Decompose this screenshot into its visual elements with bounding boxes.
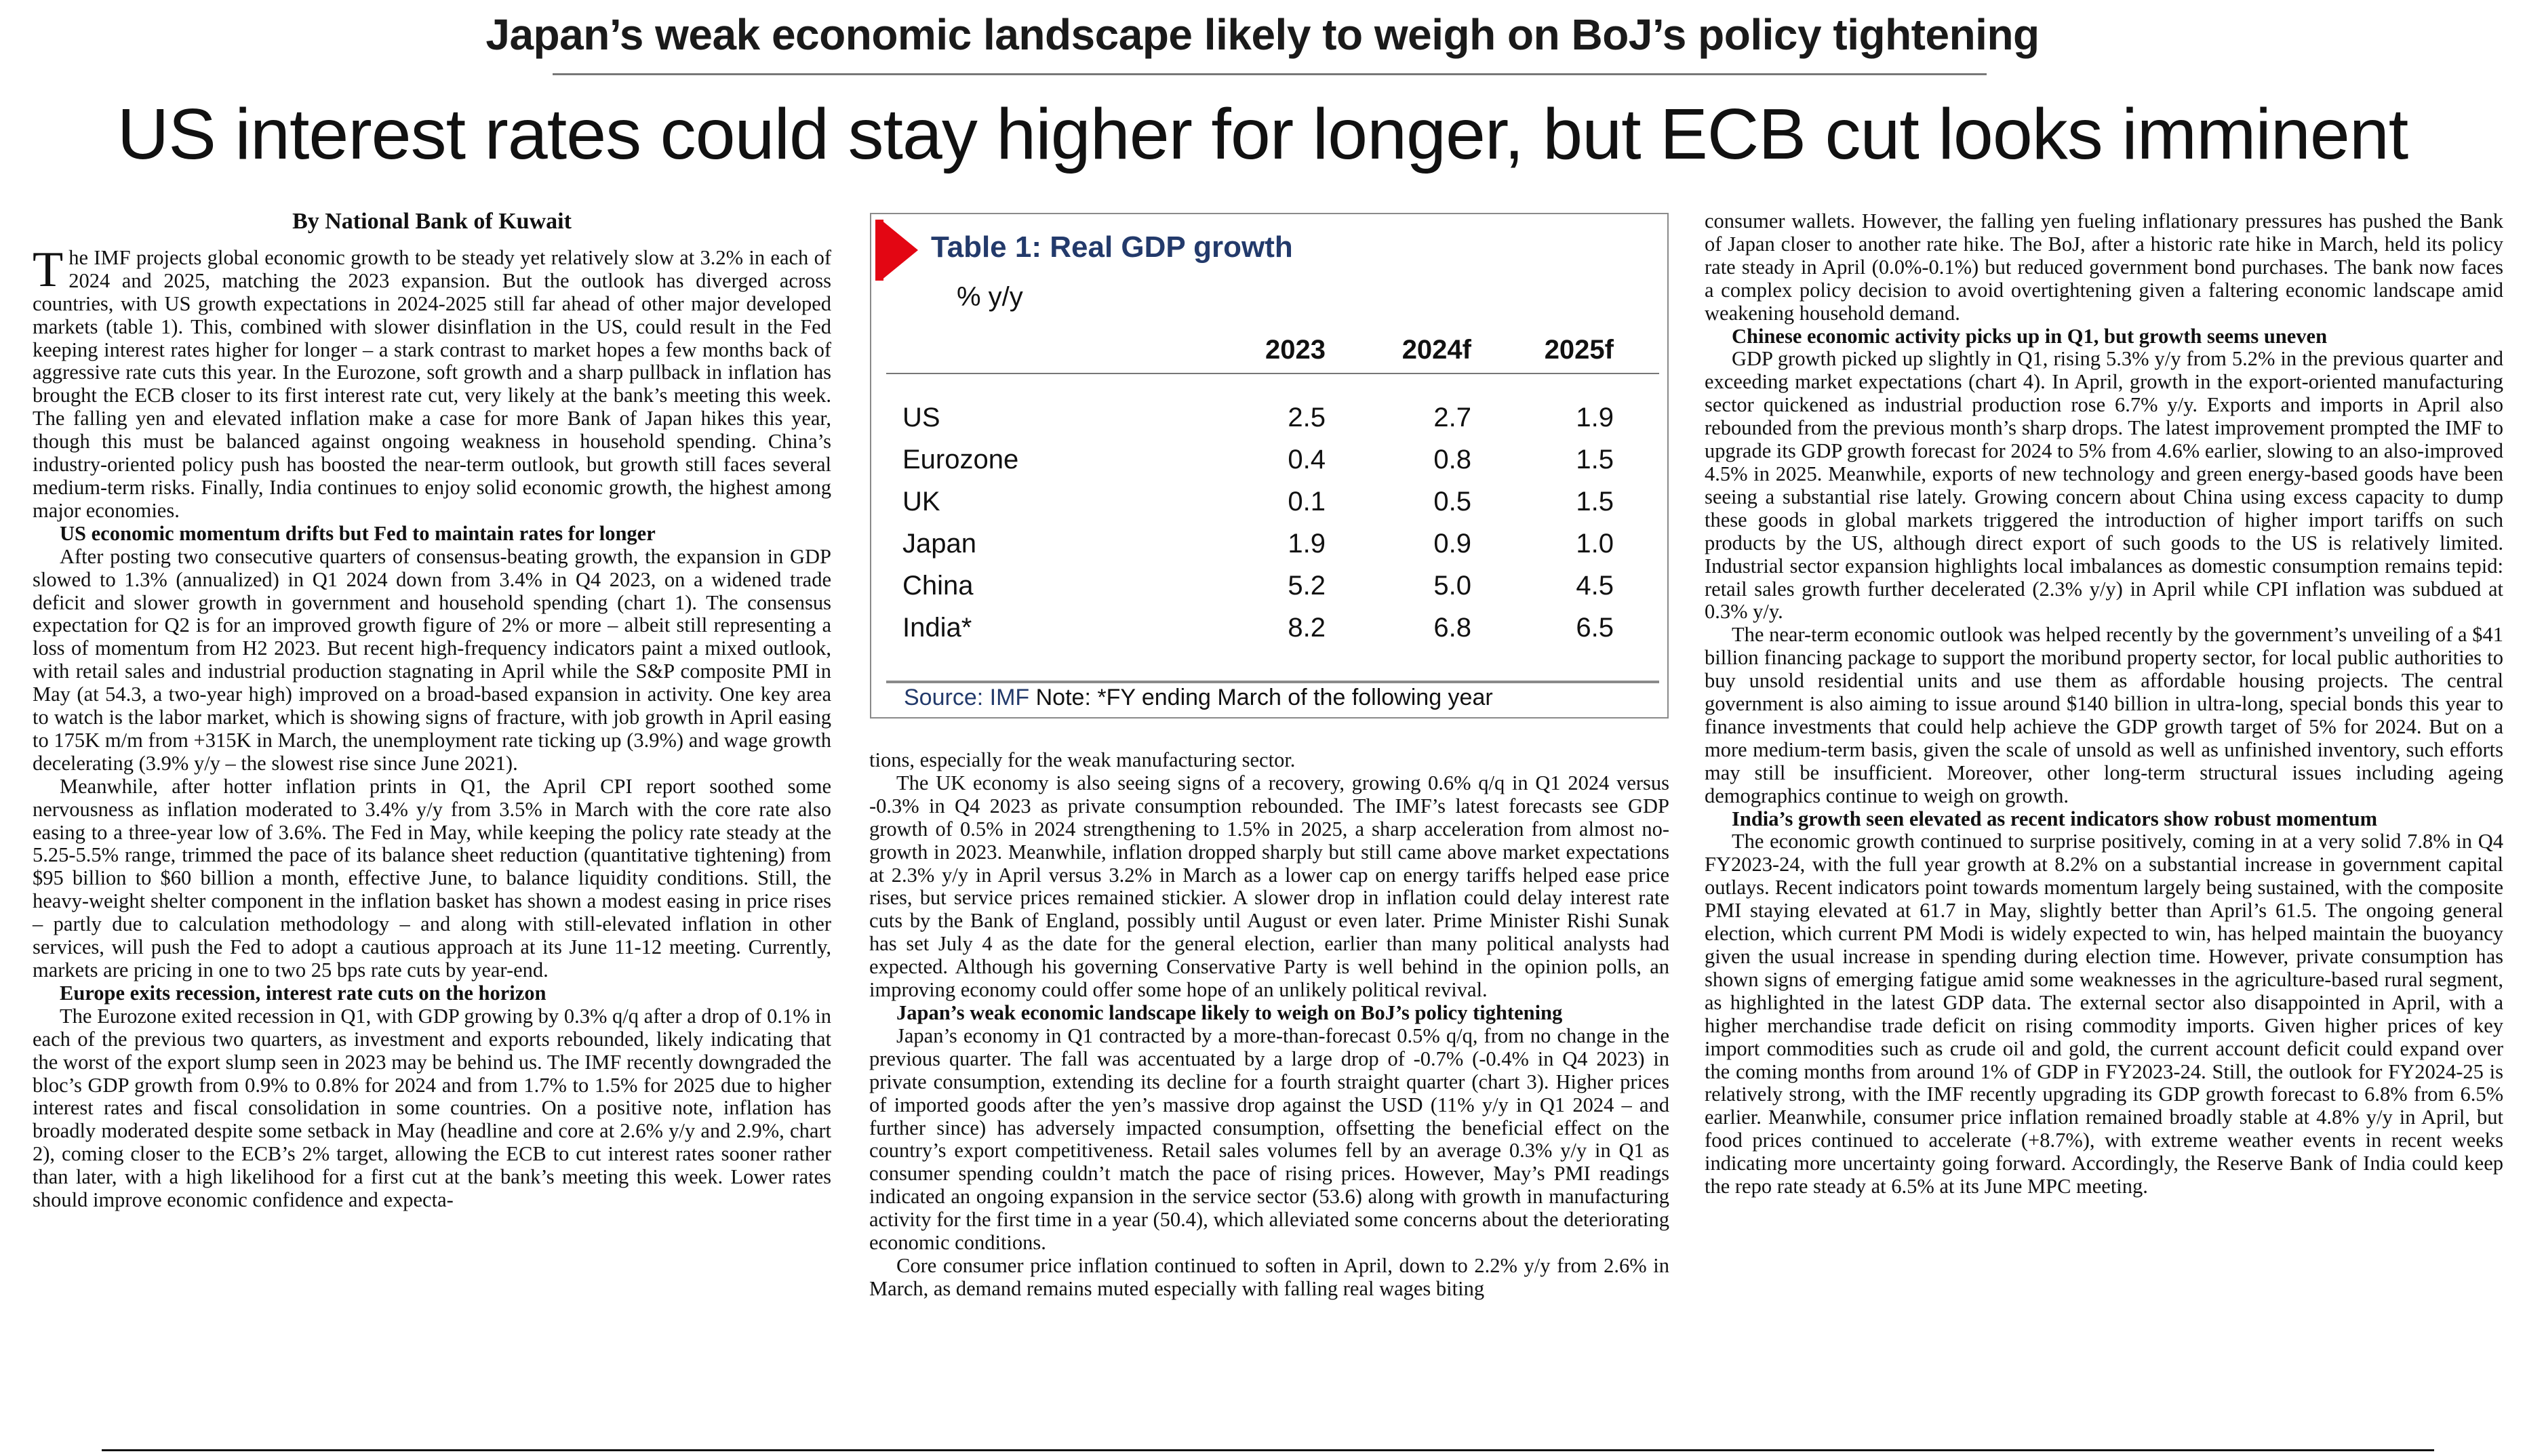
cell-value: 0.5 [1433,487,1471,517]
footer-rule [102,1449,2434,1451]
article-column-2 [869,749,1669,1301]
cell-value: 1.0 [1576,529,1614,559]
row-label: US [902,403,940,432]
source-label: Source: IMF [904,685,1030,710]
table-row [871,487,1667,526]
intro-paragraph [33,241,831,523]
section-heading-europe: Europe exits recession, interest rate cuts on the horizon [60,981,546,1005]
table-source [904,685,1493,711]
header-rule [886,373,1659,374]
column-header-2024f: 2024f [1401,335,1471,365]
cell-value: 6.8 [1433,613,1471,643]
section-heading-china: Chinese economic activity picks up in Q1, but growth seems uneven [1732,324,2328,348]
article-column-3 [1705,210,2503,1198]
row-label: Japan [902,529,976,559]
cell-value: 8.2 [1288,613,1326,643]
cell-value: 1.9 [1288,529,1326,559]
cell-value: 0.8 [1433,445,1471,474]
cell-value: 0.9 [1433,529,1471,559]
column-header-2023: 2023 [1265,335,1326,365]
intro-text: he IMF projects global economic growth to be steady yet relatively slow at 3.2% in each of 2024 and 2025, matching the 2023 expansion. But the outlook has diverged across countries, with US growth expectations in 2024-2025 still far ahead of other major developed markets (table 1). This, combined with slower disinflation in the US, could result in the Fed keeping interest rates higher for longer – a stark contrast to market hopes a few months back of aggressive rate cuts this year. In the Eurozone, soft growth and a sharp pullback in inflation has brought the ECB closer to its first interest rate cut, very likely at the bank’s meeting this week. The falling yen and elevated inflation make a case for more Bank of Japan hikes this year, though this must be balanced against ongoing weakness in household spending. China’s industry-oriented policy push has boosted the near-term outlook, but growth still faces several medium-term risks. Finally, India continues to enjoy solid economic growth, the highest among major economies. [33,245,831,522]
paragraph-uk-1: The UK economy is also seeing signs of a recovery, growing 0.6% q/q in Q1 2024 versus -0.3% in Q4 2023 as private consumption rebounded. The IMF’s latest forecasts see GDP growth of 0.5% in 2024 strengthening to 1.5% in 2025, a sharp acceleration from almost no-growth in 2023. Meanwhile, inflation dropped sharply but still came above market expectations at 2.3% y/y in April versus 3.2% in March as a lower cap on energy tariffs helped ease price rises, but service prices remained stickier. A slower drop in inflation could delay interest rate cuts by the Bank of England, possibly until August or even later. Prime Minister Rishi Sunak has set July 4 as the date for the general election, earlier than many political analysts had expected. Although his governing Conservative Party is well behind in the opinion polls, an improving economy could offer some hope of an unlikely political revival. [869,771,1669,1002]
table-unit: % y/y [957,282,1023,312]
section-heading-india: India’s growth seen elevated as recent indicators show robust momentum [1732,807,2377,830]
paragraph-china-1: GDP growth picked up slightly in Q1, rising 5.3% y/y from 5.2% in the previous quarter and exceeding market expectations (chart 4). In April, growth in the export-oriented manufacturing sector quickened as industrial production rose 6.7% y/y. Exports and imports in April also rebounded from the previous month’s sharp drops. The latest improvement prompted the IMF to upgrade its GDP growth forecast for 2024 to 5% from 4.6% earlier, slowing to an also-improved 4.5% in 2025. Meanwhile, exports of new technology and green energy-based goods have been seeing a substantial rise lately. Growing concern about China using excess capacity to dump these goods in global markets triggered the introduction of higher import tariffs on such products by the US, although direct export of such goods to the US is relatively limited. Industrial sector expansion highlights local imbalances as domestic consumption remains tepid: retail sales growth further decelerated (2.3% y/y) in April while CPI inflation was subdued at 0.3% y/y. [1705,347,2503,624]
table-row [871,445,1667,484]
paragraph-china-2: The near-term economic outlook was helped recently by the government’s unveiling of a $41 billion financing package to support the moribund property sector, for local public authorities to buy unsold residential units and use them as affordable housing projects. The central government is also aiming to issue around $140 billion in ultra-long, special bonds this year to finance investments that could help achieve the GDP growth target of 5% for 2024. But on a more medium-term basis, given the scale of unsold as well as unfinished inventory, such efforts may still be insufficient. Moreover, other long-term structural issues including ageing demographics continue to weigh on growth. [1705,623,2503,807]
cell-value: 6.5 [1576,613,1614,643]
table-row [871,403,1667,442]
section-heading-us: US economic momentum drifts but Fed to maintain rates for longer [60,521,656,545]
paragraph-japan-2: Core consumer price inflation continued to soften in April, down to 2.2% y/y from 2.6% in March, as demand remains muted especially with falling real wages biting [869,1253,1669,1300]
cell-value: 1.5 [1576,445,1614,474]
drop-cap: T [33,241,64,298]
paragraph-europe-1: The Eurozone exited recession in Q1, with GDP growing by 0.3% q/q after a drop of 0.1% in each of the previous two quarters, as investment and exports rebounded, likely indicating that the worst of the export slump seen in 2023 may be behind us. The IMF recently downgraded the bloc’s GDP growth from 0.9% to 0.8% for 2024 and from 1.7% to 1.5% for 2025 due to higher interest rates and fiscal consolidation in some countries. On a positive note, inflation has broadly moderated despite some setback in May (headline and core at 2.6% y/y and 2.9%, chart 2), coming closer to the ECB’s 2% target, allowing the ECB to cut interest rates sooner rather than later, with a high likelihood for a first cut at the bank’s meeting this week. Lower rates should improve economic confidence and expecta- [33,1004,831,1212]
cell-value: 5.2 [1288,571,1326,601]
cell-value: 2.7 [1433,403,1471,432]
gdp-table [870,213,1669,719]
row-label: India* [902,613,972,643]
cell-value: 1.5 [1576,487,1614,517]
table-bottom-rule [886,681,1659,683]
cell-value: 0.1 [1288,487,1326,517]
main-headline: US interest rates could stay higher for longer, but ECB cut looks imminent [117,94,2408,174]
paragraph-europe-cont: tions, especially for the weak manufacturing sector. [869,748,1296,771]
cell-value: 5.0 [1433,571,1471,601]
paragraph-india-1: The economic growth continued to surprise positively, coming in at a very solid 7.8% in Q4 FY2023-24, with the full year growth at 8.2% on a substantial increase in government capital outlays. Recent indicators point towards momentum largely being sustained, with the composite PMI staying elevated at 61.7 in May, slightly better than April’s 61.5. The ongoing general election, which current PM Modi is widely expected to win, has helped maintain the buoyancy given the usual increase in spending during election time. However, private consumption has shown signs of emerging fatigue amid some weaknesses in the agriculture-based rural segment, as highlighted in the latest GDP data. The external sector also disappointed in April, with a higher merchandise trade deficit on rising commodity imports. Given higher prices of key import commodities such as crude oil and gold, the current account deficit could expand over the coming months from around 1% of GDP in FY2023-24. Still, the outlook for FY2024-25 is relatively strong, with the IMF recently upgrading its GDP growth forecast to 6.8% from 6.5% earlier. Meanwhile, consumer price inflation remained broadly stable at 4.8% y/y in April, but food prices continued to accelerate (+8.7%), with extreme weather events in recent weeks indicating more uncertainty going forward. Accordingly, the Reserve Bank of India could keep the repo rate steady at 6.5% at its June MPC meeting. [1705,830,2503,1198]
byline: By National Bank of Kuwait [292,209,572,234]
article-column-1 [33,210,831,1212]
paragraph-japan-1: Japan’s economy in Q1 contracted by a more-than-forecast 0.5% q/q, from no change in the previous quarter. The fall was accentuated by a large drop of -0.7% (-0.4% in Q4 2023) in private consumption, extending its decline for a fourth straight quarter (chart 3). Higher prices of imported goods after the yen’s massive drop against the USD (11% y/y in Q1 2024 – and further since) has adversely impacted consumption, offsetting the beneficial effect on the country’s export competitiveness. Retail sales volumes fell by an average 0.3% y/y in Q1 as consumer spending couldn’t match the pace of rising prices. However, May’s PMI readings indicated an ongoing expansion in the service sector (53.6) along with growth in manufacturing activity for the first time in a year (50.4), which alleviated some concerns about the deteriorating economic conditions. [869,1024,1669,1255]
kicker-headline: Japan’s weak economic landscape likely to weigh on BoJ’s policy tightening [485,10,2040,59]
cell-value: 4.5 [1576,571,1614,601]
table-row [871,571,1667,610]
accent-triangle-icon [881,220,918,281]
paragraph-us-1: After posting two consecutive quarters of consensus-beating growth, the expansion in GDP slowed to 1.3% (annualized) in Q1 2024 down from 3.4% in Q4 2023, on a widened trade deficit and slower growth in government and household spending (chart 1). The consensus expectation for Q2 is for an improved growth figure of 2% or more – albeit still representing a loss of momentum from H2 2023. But recent high-frequency indicators paint a mixed outlook, with retail sales and industrial production stagnating in April while the S&P composite PMI in May (at 54.3, a two-year high) improved on a broad-based expansion in activity. One key area to watch is the labor market, which is showing signs of fracture, with job growth in April easing to 175K m/m from +315K in March, the unemployment rate ticking up (3.9%) and wage growth decelerating (3.9% y/y – the slowest rise since June 2021). [33,544,831,775]
kicker-rule [553,73,1987,75]
paragraph-us-2: Meanwhile, after hotter inflation prints in Q1, the April CPI report soothed some nervousness as inflation moderated to 3.4% y/y from 3.5% in March with the core rate also easing to a three-year low of 3.6%. The Fed in May, while keeping the policy rate steady at the 5.25-5.5% range, trimmed the pace of its balance sheet reduction (quantitative tightening) from $95 billion to $60 billion a month, effective June, to balance liquidity conditions. Still, the heavy-weight shelter component in the inflation basket has shown a modest easing in price rises – partly due to calculation methodology – and along with still-elevated inflation in other services, will push the Fed to adopt a cautious approach at its June 11-12 meeting. Currently, markets are pricing in one to two 25 bps rate cuts by year-end. [33,774,831,982]
row-label: Eurozone [902,445,1019,474]
row-label: UK [902,487,940,517]
cell-value: 0.4 [1288,445,1326,474]
table-title: Table 1: Real GDP growth [931,230,1293,264]
cell-value: 1.9 [1576,403,1614,432]
column-header-2025f: 2025f [1544,335,1614,365]
source-note: Note: *FY ending March of the following year [1035,685,1493,710]
section-heading-japan: Japan’s weak economic landscape likely to weigh on BoJ’s policy tightening [896,1000,1563,1024]
paragraph-japan-cont: consumer wallets. However, the falling yen fueling inflationary pressures has pushed the Bank of Japan closer to another rate hike. The BoJ, after a historic rate hike in March, held its policy rate steady in April (0.0%-0.1%) but reduced government bond purchases. The bank now faces a complex policy decision to avoid overtightening given a faltering economic landscape amid weakening household demand. [1705,209,2503,325]
cell-value: 2.5 [1288,403,1326,432]
table-row [871,613,1667,652]
row-label: China [902,571,974,601]
table-row [871,529,1667,568]
